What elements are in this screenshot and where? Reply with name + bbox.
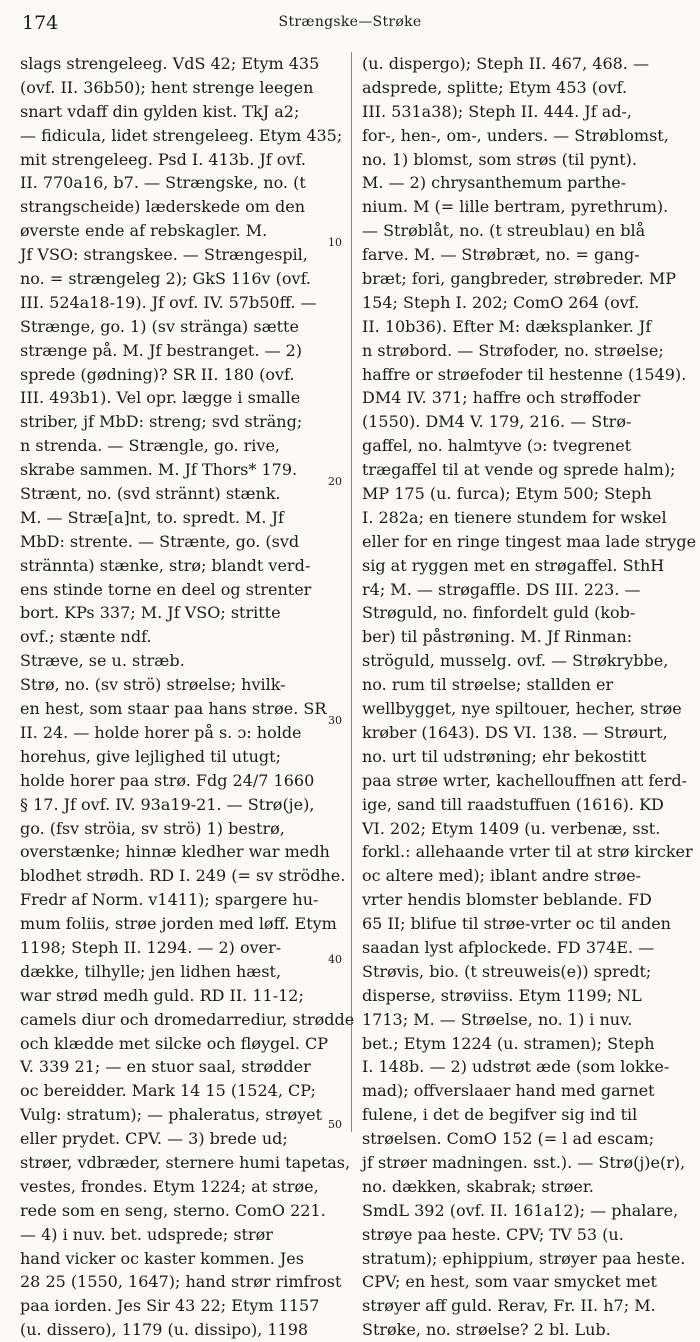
text-line: eller for en ringe tingest maa lade stryge xyxy=(362,531,697,551)
text-line: oc altere med); iblant andre strøe- xyxy=(362,866,641,886)
left-column xyxy=(20,52,355,1340)
text-line: bræt; fori, gangbreder, strøbreder. MP xyxy=(362,269,676,289)
text-line: go. (fsv ströia, sv strö) 1) bestrø, xyxy=(20,818,285,838)
text-line: paa iorden. Jes Sir 43 22; Etym 1157 xyxy=(20,1296,320,1316)
text-line: MP 175 (u. furca); Etym 500; Steph xyxy=(362,484,652,504)
text-line: nium. M (= lille bertram, pyrethrum). xyxy=(362,197,669,217)
text-line: bet.; Etym 1224 (u. stramen); Steph xyxy=(362,1033,655,1053)
text-line: M. — 2) chrysanthemum parthe- xyxy=(362,173,627,193)
text-line: mad); offverslaaer hand med garnet xyxy=(362,1081,655,1101)
text-line: II. 770a16, b7. — Strængske, no. (t xyxy=(20,173,306,193)
text-line: strøelsen. ComO 152 (= l ad escam; xyxy=(362,1129,655,1149)
text-line: strænge på. M. Jf bestranget. — 2) xyxy=(20,340,303,360)
text-line: slags strengeleeg. VdS 42; Etym 435 xyxy=(20,54,320,73)
text-line: — 4) i nuv. bet. udsprede; strør xyxy=(20,1224,273,1244)
running-head: Strængske—Strøke xyxy=(278,14,422,30)
text-line: § 17. Jf ovf. IV. 93a19-21. — Strø(je), xyxy=(20,794,315,814)
text-line: eller prydet. CPV. — 3) brede ud; xyxy=(20,1129,288,1149)
text-line: adsprede, splitte; Etym 453 (ovf. xyxy=(362,77,628,97)
text-line: II. 10b36). Efter M: dæksplanker. Jf xyxy=(362,316,652,336)
text-line: — fidicula, lidet strengeleeg. Etym 435; xyxy=(20,125,343,145)
text-line: disperse, strøviiss. Etym 1199; NL xyxy=(362,985,642,1005)
text-line: VI. 202; Etym 1409 (u. verbenæ, sst. xyxy=(362,818,661,838)
text-line: I. 148b. — 2) udstrøt æde (som lokke- xyxy=(362,1057,670,1077)
text-line: III. 524a18-19). Jf ovf. IV. 57b50ff. — xyxy=(20,292,317,312)
text-line: II. 24. — holde horer på s. ɔ: holde xyxy=(20,722,302,742)
text-line: mit strengeleeg. Psd I. 413b. Jf ovf. xyxy=(20,149,306,169)
text-line: en hest, som staar paa hans strøe. SR xyxy=(20,699,327,719)
text-line: gaffel, no. halmtyve (ɔ: tvegrenet xyxy=(362,436,632,456)
text-line: strøyer aff guld. Rerav, Fr. II. h7; M. xyxy=(362,1296,656,1316)
text-line: V. 339 21; — en stuor saal, strødder xyxy=(20,1057,311,1077)
text-line: ber) til påstrøning. M. Jf Rinman: xyxy=(362,627,633,647)
text-line: n strenda. — Strængle, go. rive, xyxy=(20,436,280,456)
text-line: strøer, vdbræder, sternere humi tapetas, xyxy=(20,1152,351,1172)
column-rule xyxy=(351,52,352,1132)
text-line: Strøguld, no. finfordelt guld (kob- xyxy=(362,603,636,623)
text-line: I. 282a; en tienere stundem for wskel xyxy=(362,507,667,527)
text-line: no. dækken, skabrak; strøer. xyxy=(362,1176,594,1196)
text-line: Strøke, no. strøelse? 2 bl. Lub. xyxy=(362,1320,611,1340)
text-line: MbD: strente. — Strænte, go. (svd xyxy=(20,531,300,551)
text-line: øverste ende af rebskagler. M. xyxy=(20,221,268,241)
text-line: Strænt, no. (svd strännt) stænk. xyxy=(20,484,281,504)
right-column xyxy=(362,52,697,1340)
text-line: camels diur och dromedarrediur, strødde xyxy=(20,1009,355,1029)
text-line: paa strøe wrter, kachellouffnen att ferd- xyxy=(362,770,688,790)
text-line: 154; Steph I. 202; ComO 264 (ovf. xyxy=(362,292,640,312)
text-line: wellbygget, nye spiltouer, hecher, strøe xyxy=(362,699,682,719)
text-line: no. rum til strøelse; stallden er xyxy=(362,675,614,695)
text-line: forkl.: allehaande vrter til at strø kircker xyxy=(362,842,693,862)
text-line: (ovf. II. 36b50); hent strenge leegen xyxy=(20,77,314,97)
text-line: horehus, give lejlighed til utugt; xyxy=(20,746,281,766)
text-line: ige, sand till raadstuffuen (1616). KD xyxy=(362,794,664,814)
text-line: 28 25 (1550, 1647); hand strør rimfrost xyxy=(20,1272,342,1292)
text-line: snart vdaff din gylden kist. TkJ a2; xyxy=(20,101,300,121)
text-line: M. — Stræ[a]nt, to. spredt. M. Jf xyxy=(20,507,284,527)
text-line: Strø, no. (sv strö) strøelse; hvilk- xyxy=(20,675,286,695)
text-line: bort. KPs 337; M. Jf VSO; stritte xyxy=(20,603,281,623)
line-number-10: 10 xyxy=(328,236,342,249)
text-line: 1198; Steph II. 1294. — 2) over- xyxy=(20,937,282,957)
text-line: no. 1) blomst, som strøs (til pynt). xyxy=(362,149,637,169)
text-line: 65 II; blifue til strøe-vrter oc til anden xyxy=(362,914,671,934)
text-line: CPV; en hest, som vaar smycket met xyxy=(362,1272,657,1292)
line-number-50: 50 xyxy=(328,1118,342,1131)
text-line: III. 493b1). Vel opr. lægge i smalle xyxy=(20,388,301,408)
text-line: blodhet strødh. RD I. 249 (= sv strödhe. xyxy=(20,866,346,886)
text-line: no. = strængeleg 2); GkS 116v (ovf. xyxy=(20,269,312,289)
text-line: och klædde met silcke och fløygel. CP xyxy=(20,1033,329,1053)
text-line: haffre or strøefoder til hestenne (1549). xyxy=(362,364,687,384)
text-line: hand vicker oc kaster kommen. Jes xyxy=(20,1248,304,1268)
text-line: strangscheide) læderskede om den xyxy=(20,197,306,217)
text-line: holde horer paa strø. Fdg 24/7 1660 xyxy=(20,770,315,790)
text-line: n strøbord. — Strøfoder, no. strøelse; xyxy=(362,340,664,360)
text-line: Fredr af Norm. v1411); spargere hu- xyxy=(20,890,319,910)
text-line: Strænge, go. 1) (sv stränga) sætte xyxy=(20,316,299,336)
text-line: Vulg: stratum); — phaleratus, strøyet xyxy=(20,1105,323,1125)
text-line: dække, tilhylle; jen lidhen hæst, xyxy=(20,961,282,981)
text-line: vrter hendis blomster beblande. FD xyxy=(362,890,652,910)
page-number: 174 xyxy=(22,12,59,34)
text-line: (u. dissero), 1179 (u. dissipo), 1198 xyxy=(20,1320,309,1340)
text-line: Strøvis, bio. (t streuweis(e)) spredt; xyxy=(362,961,652,981)
text-line: fulene, i det de begifver sig ind til xyxy=(362,1105,638,1125)
text-line: mum foliis, strøe jorden med løff. Etym xyxy=(20,914,337,934)
text-line: trægaffel til at vende og sprede halm); xyxy=(362,460,676,480)
text-line: III. 531a38); Steph II. 444. Jf ad-, xyxy=(362,101,632,121)
text-line: ovf.; stænte ndf. xyxy=(20,627,152,647)
text-line: striber, jf MbD: streng; svd sträng; xyxy=(20,412,303,432)
text-line: Jf VSO: strangskee. — Strængespil, xyxy=(20,245,308,265)
text-line: skrabe sammen. M. Jf Thors* 179. xyxy=(20,460,298,480)
text-line: saadan lyst afplockede. FD 374E. — xyxy=(362,937,655,957)
text-line: Stræve, se u. stræb. xyxy=(20,651,185,671)
text-line: for-, hen-, om-, unders. — Strøblomst, xyxy=(362,125,669,145)
text-line: — Strøblåt, no. (t streublau) en blå xyxy=(362,221,646,241)
page-header xyxy=(22,12,678,36)
text-line: sprede (gødning)? SR II. 180 (ovf. xyxy=(20,364,295,384)
text-line: no. urt til udstrøning; ehr bekostitt xyxy=(362,746,647,766)
text-line: strännta) stænke, strø; blandt verd- xyxy=(20,555,311,575)
text-line: (u. dispergo); Steph II. 467, 468. — xyxy=(362,54,649,73)
line-number-20: 20 xyxy=(328,475,342,488)
text-line: r4; M. — strøgaffle. DS III. 223. — xyxy=(362,579,641,599)
text-line: overstænke; hinnæ kledher war medh xyxy=(20,842,330,862)
text-line: sig at ryggen met en strøgaffel. SthH xyxy=(362,555,665,575)
text-line: war strød medh guld. RD II. 11-12; xyxy=(20,985,304,1005)
line-number-40: 40 xyxy=(328,953,342,966)
text-line: DM4 IV. 371; haffre och strøffoder xyxy=(362,388,641,408)
text-line: ens stinde torne en deel og strenter xyxy=(20,579,312,599)
text-line: krøber (1643). DS VI. 138. — Strøurt, xyxy=(362,722,668,742)
text-line: vestes, frondes. Etym 1224; at strøe, xyxy=(20,1176,319,1196)
text-line: SmdL 392 (ovf. II. 161a12); — phalare, xyxy=(362,1200,679,1220)
text-line: stratum); ephippium, strøyer paa heste. xyxy=(362,1248,686,1268)
text-line: rede som en seng, sterno. ComO 221. xyxy=(20,1200,326,1220)
text-line: (1550). DM4 V. 179, 216. — Strø- xyxy=(362,412,632,432)
text-line: oc bereidder. Mark 14 15 (1524, CP; xyxy=(20,1081,316,1101)
text-line: 1713; M. — Strøelse, no. 1) i nuv. xyxy=(362,1009,633,1029)
text-line: jf strøer madningen. sst.). — Strø(j)e(r), xyxy=(362,1152,686,1172)
text-line: ströguld, musselg. ovf. — Strøkrybbe, xyxy=(362,651,669,671)
text-line: strøye paa heste. CPV; TV 53 (u. xyxy=(362,1224,624,1244)
line-number-30: 30 xyxy=(328,714,342,727)
text-line: farve. M. — Strøbræt, no. = gang- xyxy=(362,245,640,265)
